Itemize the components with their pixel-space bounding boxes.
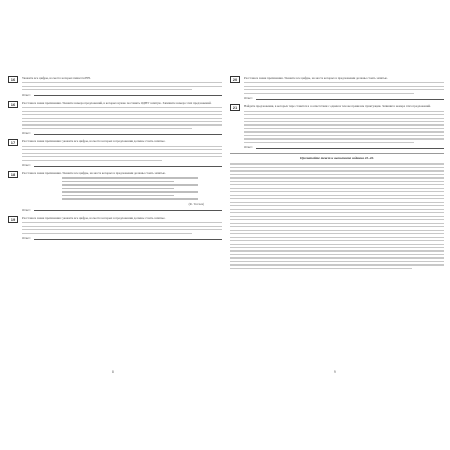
task-number: 16 [8, 101, 18, 108]
task-intro: Укажите все цифры, на месте которых пишется НН. [22, 76, 91, 80]
reading-text [230, 163, 444, 269]
task-intro: Расставьте знаки препинания: укажите все цифры, на месте которых в предложении должны стоять запятые. [22, 139, 166, 144]
task-16b [8, 101, 222, 136]
task-body [22, 146, 222, 161]
task-18 [8, 171, 222, 212]
task-intro: Найдите предложения, в которых тире ставится в соответствии с одним и тем же правилом пунктуации. Запишите номера этих предложений. [244, 104, 431, 109]
task-intro: Расставьте знаки препинания. Укажите все цифры, на месте которых в предложении должны стоять запятые. [244, 76, 388, 80]
task-20 [230, 76, 444, 100]
answer-field[interactable] [34, 164, 222, 167]
task-number: 20 [230, 76, 240, 83]
answer-row [22, 131, 222, 135]
task-body [244, 82, 444, 94]
answer-row [244, 145, 444, 149]
answer-label: Ответ: [22, 207, 31, 212]
answer-row [22, 93, 222, 97]
poem-author: (Ф. Тютчев) [188, 201, 204, 206]
answer-field[interactable] [34, 208, 222, 211]
answer-label: Ответ: [244, 96, 253, 101]
task-number: 17 [8, 139, 18, 146]
task-number: 18 [8, 171, 18, 178]
task-body [22, 222, 222, 234]
answer-row [22, 163, 222, 167]
task-intro: Расставьте знаки препинания: укажите все цифры, на месте которых в предложении должны стоять запятые. [22, 215, 166, 220]
task-19 [8, 216, 222, 240]
answer-label: Ответ: [22, 163, 31, 168]
task-body [244, 111, 444, 144]
task-intro: Расставьте знаки препинания. Укажите все цифры, на месте которых в предложении должны стоять запятые. [22, 171, 166, 176]
left-page [8, 76, 222, 376]
answer-field[interactable] [256, 146, 444, 149]
answer-row [22, 236, 222, 240]
answer-field[interactable] [34, 132, 222, 135]
answer-field[interactable] [34, 237, 222, 240]
right-page [230, 76, 444, 376]
task-intro: Расставьте знаки препинания. Укажите номера предложений, в которых нужно поставить ОДНУ запятую. Запишите номера этих предложений. [22, 100, 212, 105]
poem-excerpt [22, 177, 222, 199]
answer-label: Ответ: [22, 92, 31, 97]
task-number: 19 [8, 216, 18, 223]
task-21 [230, 104, 444, 149]
answer-label: Ответ: [22, 131, 31, 136]
task-body [22, 107, 222, 129]
section-divider [230, 153, 444, 154]
page-number: 8 [112, 370, 114, 374]
task-number: 21 [230, 104, 240, 111]
answer-field[interactable] [256, 97, 444, 100]
task-number: 16 [8, 76, 18, 83]
answer-label: Ответ: [244, 145, 253, 150]
task-17 [8, 139, 222, 167]
answer-field[interactable] [34, 93, 222, 96]
answer-label: Ответ: [22, 236, 31, 241]
answer-row [22, 208, 222, 212]
task-16a [8, 76, 222, 97]
answer-row [244, 96, 444, 100]
reading-section-header: Прочитайте текст и выполните задания 22–26. [299, 156, 375, 161]
page-number: 9 [334, 370, 336, 374]
task-body [22, 82, 222, 90]
